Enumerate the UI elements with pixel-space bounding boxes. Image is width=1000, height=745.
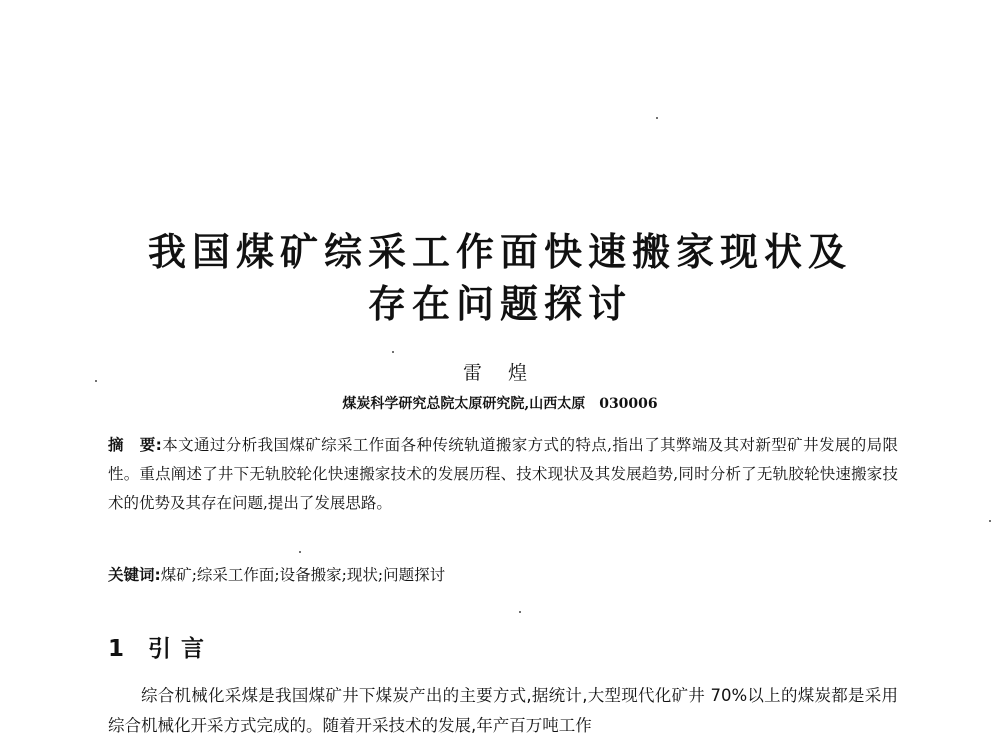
paper-title-line-2: 存在问题探讨 [367, 282, 632, 326]
section-number: 1 [108, 636, 125, 662]
keywords-text: 煤矿;综采工作面;设备搬家;现状;问题探讨 [160, 566, 446, 584]
scan-speck [656, 117, 658, 119]
body-paragraph: 综合机械化采煤是我国煤矿井下煤炭产出的主要方式,据统计,大型现代化矿井 70%以上的煤炭都是采用综合机械化开采方式完成的。随着开采技术的发展,年产百万吨工作 [108, 686, 898, 735]
keywords [108, 562, 898, 588]
paper-title-line-1: 我国煤矿综采工作面快速搬家现状及 [147, 230, 852, 274]
scan-speck [299, 551, 301, 553]
scan-speck [989, 520, 991, 522]
section-title: 引言 [148, 636, 215, 662]
scan-speck [519, 611, 521, 613]
abstract-label: 摘 要: [108, 436, 162, 454]
abstract [108, 431, 898, 518]
section-heading [108, 632, 214, 666]
abstract-text: 本文通过分析我国煤矿综采工作面各种传统轨道搬家方式的特点,指出了其弊端及其对新型矿井发展的局限性。重点阐述了井下无轨胶轮化快速搬家技术的发展历程、技术现状及其发展趋势,同时分析了无轨胶轮快速搬家技术的优势及其存在问题,提出了发展思路。 [108, 436, 899, 512]
scan-speck [392, 351, 394, 353]
scan-speck [95, 380, 97, 382]
author-name: 雷 煌 [462, 362, 538, 384]
author-affiliation: 煤炭科学研究总院太原研究院,山西太原 030006 [342, 396, 658, 412]
keywords-label: 关键词: [108, 566, 161, 584]
